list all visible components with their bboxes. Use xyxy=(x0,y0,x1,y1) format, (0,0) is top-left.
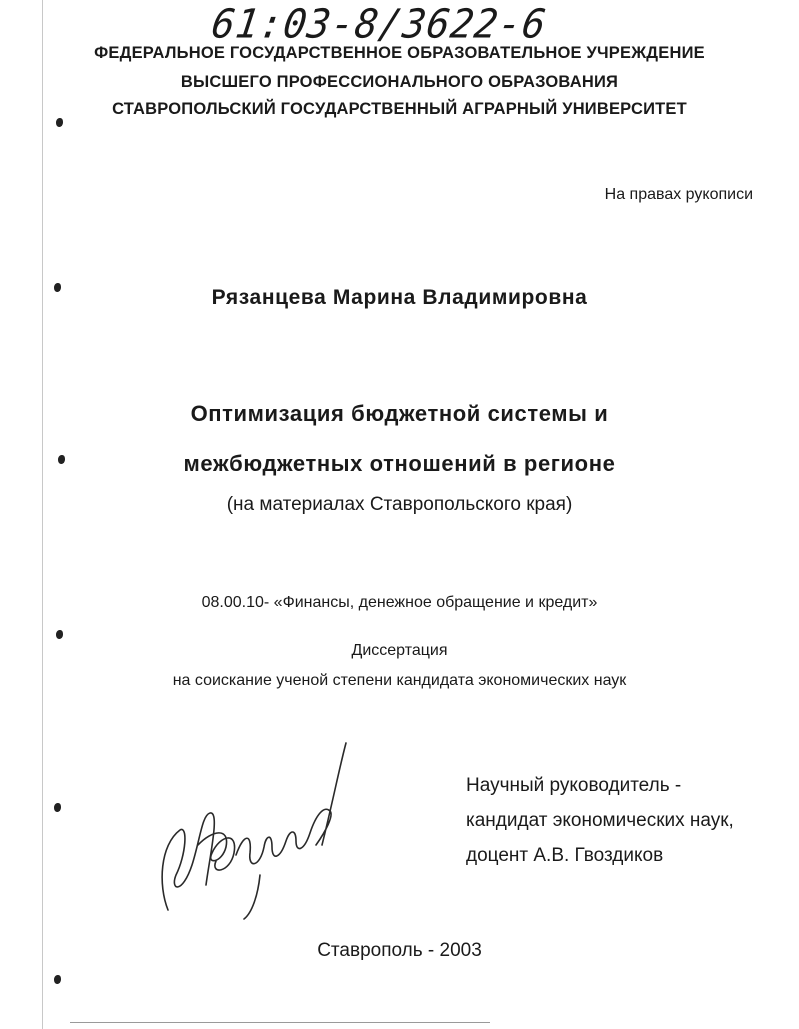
institution-line-2: ВЫСШЕГО ПРОФЕССИОНАЛЬНОГО ОБРАЗОВАНИЯ xyxy=(180,73,619,91)
subtitle: (на материалах Ставропольского края) xyxy=(226,494,573,515)
archive-code: 61:03-8/3622-6 xyxy=(208,0,550,48)
work-type: Диссертация xyxy=(351,642,448,659)
scan-bottom-line xyxy=(70,1022,490,1023)
author-signature xyxy=(140,735,360,925)
institution-line-1: ФЕДЕРАЛЬНОЕ ГОСУДАРСТВЕННОЕ ОБРАЗОВАТЕЛЬНОЕ УЧРЕЖДЕНИЕ xyxy=(94,44,705,62)
advisor-line-1: Научный руководитель - xyxy=(466,775,682,796)
title-line-2: межбюджетных отношений в регионе xyxy=(183,451,616,476)
binding-hole-mark xyxy=(54,975,61,984)
binding-hole-mark xyxy=(56,630,63,639)
binding-hole-mark xyxy=(54,803,61,812)
advisor-line-2: кандидат экономических наук, xyxy=(466,810,734,831)
author-name: Рязанцева Марина Владимировна xyxy=(211,286,588,309)
rights-note: На правах рукописи xyxy=(604,186,753,203)
binding-hole-mark xyxy=(56,118,63,127)
institution-line-3: СТАВРОПОЛЬСКИЙ ГОСУДАРСТВЕННЫЙ АГРАРНЫЙ УНИВЕРСИТЕТ xyxy=(112,100,687,118)
city-year: Ставрополь - 2003 xyxy=(317,940,482,961)
degree: на соискание ученой степени кандидата экономических наук xyxy=(172,672,627,689)
advisor-line-3: доцент А.В. Гвоздиков xyxy=(466,845,664,866)
specialty: 08.00.10- «Финансы, денежное обращение и кредит» xyxy=(201,594,598,611)
title-line-1: Оптимизация бюджетной системы и xyxy=(190,401,609,426)
